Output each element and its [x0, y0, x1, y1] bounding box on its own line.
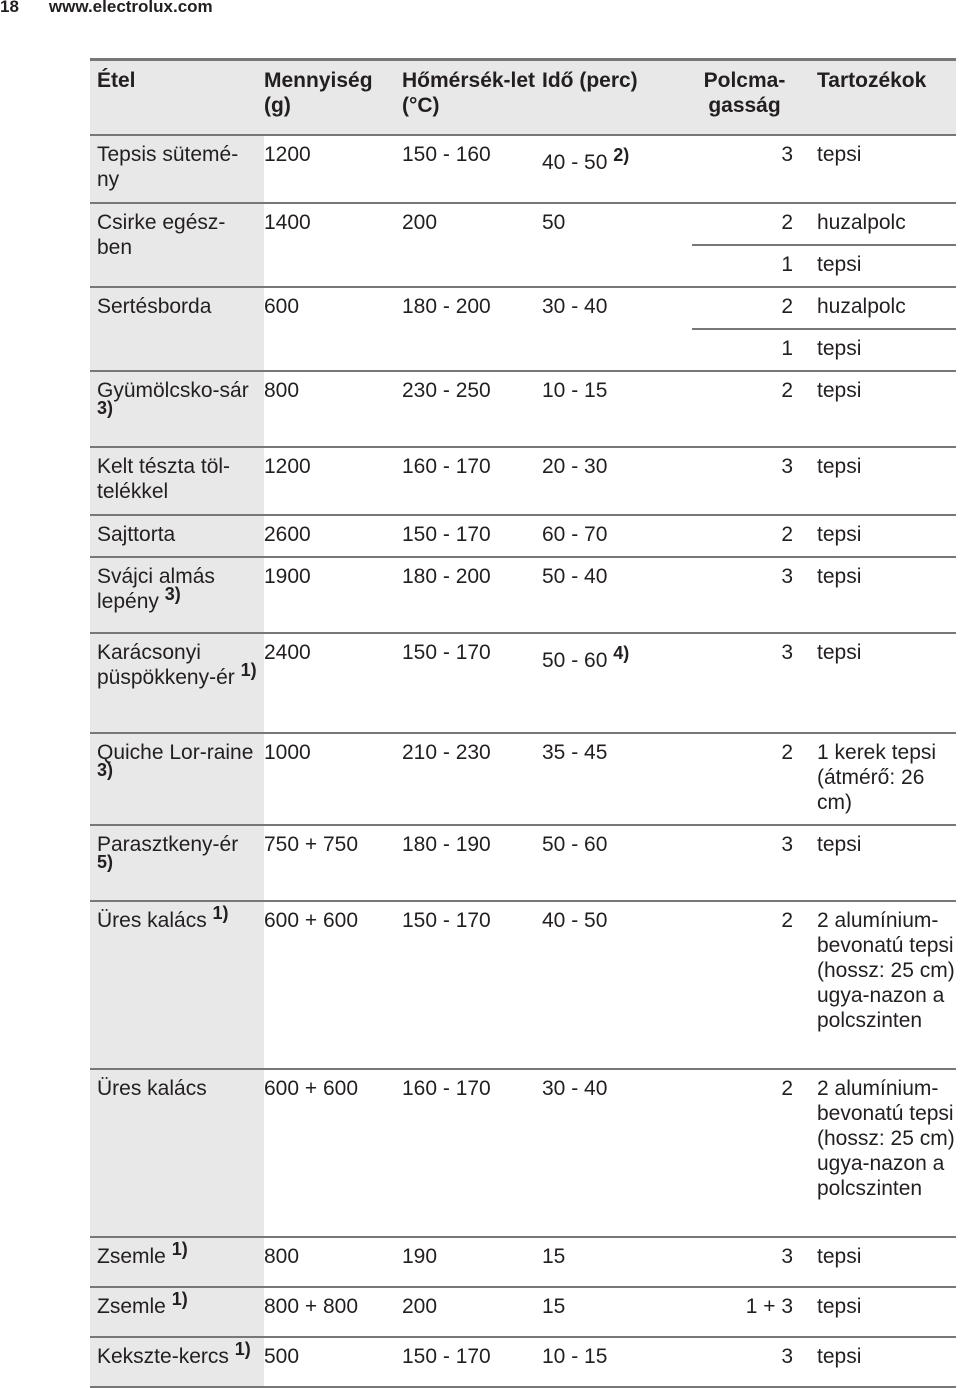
accessory-cell: tepsi — [801, 447, 956, 515]
shelf-cell: 3 — [692, 825, 801, 901]
food-name: Zsemle — [97, 1245, 166, 1268]
shelf-cell: 3 — [692, 1237, 801, 1287]
temperature-cell: 180 - 200 — [402, 557, 542, 633]
accessory-cell: huzalpolc — [817, 211, 906, 234]
time-value: 60 - 70 — [542, 523, 608, 546]
footnote-ref: 3) — [97, 759, 114, 780]
food-cell — [90, 1069, 264, 1237]
temperature-cell: 150 - 160 — [402, 135, 542, 203]
food-name: Parasztkeny-ér — [97, 833, 239, 856]
table-row — [90, 825, 956, 901]
food-name: Gyümölcsko-sár — [97, 379, 249, 402]
shelf-cell: 2 — [692, 901, 801, 1069]
shelf-cell: 2 — [692, 371, 801, 447]
time-cell — [542, 371, 692, 447]
quantity-cell: 1200 — [264, 135, 402, 203]
time-cell — [542, 901, 692, 1069]
time-value: 30 - 40 — [542, 295, 608, 318]
column-header-shelf: Polcma-gasság — [692, 60, 801, 136]
accessory-cell: tepsi — [801, 515, 956, 557]
table-row — [90, 135, 956, 203]
table-row — [90, 733, 956, 825]
footnote-ref: 1) — [240, 659, 257, 680]
time-cell — [542, 1287, 692, 1337]
table-row — [90, 1237, 956, 1287]
temperature-cell: 200 — [402, 1287, 542, 1337]
time-cell — [542, 1237, 692, 1287]
food-name: Sertésborda — [97, 295, 212, 318]
time-cell — [542, 825, 692, 901]
footnote-ref: 1) — [212, 902, 229, 923]
table-row — [90, 633, 956, 733]
shelf-cell: 3 — [692, 135, 801, 203]
temperature-cell: 160 - 170 — [402, 447, 542, 515]
accessory-cell: tepsi — [801, 245, 956, 287]
accessory-cell: tepsi — [801, 329, 956, 371]
footnote-ref: 3) — [164, 583, 181, 604]
quantity-cell: 2600 — [264, 515, 402, 557]
temperature-cell: 210 - 230 — [402, 733, 542, 825]
accessory-cell: tepsi — [801, 371, 956, 447]
table-row — [90, 1069, 956, 1237]
accessory-cell: huzalpolc — [817, 295, 906, 318]
quantity-cell: 800 + 800 — [264, 1287, 402, 1337]
accessory-cell: tepsi — [801, 135, 956, 203]
time-cell — [542, 447, 692, 515]
time-value: 50 - 40 — [542, 565, 608, 588]
quantity-cell: 600 — [264, 287, 402, 371]
temperature-cell: 200 — [402, 203, 542, 287]
accessory-cell: tepsi — [801, 825, 956, 901]
temperature-cell: 180 - 200 — [402, 287, 542, 371]
table-row — [90, 287, 956, 329]
temperature-cell: 190 — [402, 1237, 542, 1287]
quantity-cell: 600 + 600 — [264, 1069, 402, 1237]
quantity-cell: 2400 — [264, 633, 402, 733]
accessory-cell: tepsi — [801, 557, 956, 633]
temperature-cell: 150 - 170 — [402, 515, 542, 557]
shelf-cell: 1 — [692, 245, 801, 287]
shelf-cell: 2 — [692, 1069, 801, 1237]
baking-table — [90, 58, 956, 1388]
food-name: Üres kalács — [97, 909, 207, 932]
temperature-cell: 150 - 170 — [402, 1337, 542, 1387]
shelf-cell: 1 + 3 — [692, 1287, 801, 1337]
table-header-row — [90, 60, 956, 136]
time-cell — [542, 203, 692, 287]
footnote-ref: 1) — [171, 1288, 188, 1309]
footnote-ref: 1) — [171, 1238, 188, 1259]
shelf-cell: 2 — [692, 733, 801, 825]
time-value: 40 - 50 — [542, 151, 608, 174]
quantity-cell: 1000 — [264, 733, 402, 825]
shelf-cell: 1 — [692, 329, 801, 371]
food-name: Üres kalács — [97, 1077, 207, 1100]
shelf-cell: 2 — [781, 211, 793, 234]
time-cell — [542, 1337, 692, 1387]
time-value: 15 — [542, 1295, 566, 1318]
food-cell — [90, 515, 264, 557]
quantity-cell: 750 + 750 — [264, 825, 402, 901]
time-value: 35 - 45 — [542, 741, 608, 764]
food-name: Kelt tészta töl-telékkel — [97, 455, 231, 503]
shelf-cell: 3 — [692, 1337, 801, 1387]
quantity-cell: 500 — [264, 1337, 402, 1387]
footnote-ref: 4) — [613, 642, 630, 663]
column-header-time: Idő (perc) — [542, 60, 692, 136]
shelf-cell: 2 — [781, 295, 793, 318]
time-cell — [542, 1069, 692, 1237]
shelf-cell: 3 — [692, 633, 801, 733]
food-name: Zsemle — [97, 1295, 166, 1318]
column-header-temperature: Hőmérsék-let (°C) — [402, 60, 542, 136]
quantity-cell: 800 — [264, 1237, 402, 1287]
food-name: Csirke egész-ben — [97, 211, 226, 259]
food-cell — [90, 135, 264, 203]
footnote-ref: 2) — [613, 144, 630, 165]
temperature-cell: 150 - 170 — [402, 633, 542, 733]
time-cell — [542, 733, 692, 825]
quantity-cell: 800 — [264, 371, 402, 447]
time-value: 15 — [542, 1245, 566, 1268]
quantity-cell: 1200 — [264, 447, 402, 515]
table-body — [90, 135, 956, 1387]
time-cell — [542, 135, 692, 203]
time-value: 30 - 40 — [542, 1077, 608, 1100]
shelf-cell: 3 — [692, 557, 801, 633]
food-cell — [90, 203, 264, 287]
quantity-cell: 1400 — [264, 203, 402, 287]
table-row — [90, 515, 956, 557]
food-cell — [90, 825, 264, 901]
time-cell — [542, 287, 692, 371]
food-cell — [90, 1237, 264, 1287]
page-header — [0, 0, 213, 21]
table-row — [90, 1337, 956, 1387]
shelf-cell: 2 — [692, 515, 801, 557]
temperature-cell: 230 - 250 — [402, 371, 542, 447]
accessory-cell: 1 kerek tepsi (átmérő: 26 cm) — [801, 733, 956, 825]
food-cell — [90, 287, 264, 371]
table-row — [90, 371, 956, 447]
temperature-cell: 160 - 170 — [402, 1069, 542, 1237]
header-url: www.electrolux.com — [48, 0, 213, 16]
time-cell — [542, 515, 692, 557]
food-name: Quiche Lor-raine — [97, 741, 254, 764]
food-cell — [90, 1287, 264, 1337]
table-row — [90, 1287, 956, 1337]
quantity-cell: 600 + 600 — [264, 901, 402, 1069]
quantity-cell: 1900 — [264, 557, 402, 633]
time-value: 40 - 50 — [542, 909, 608, 932]
food-cell — [90, 1337, 264, 1387]
column-header-quantity: Mennyiség (g) — [264, 60, 402, 136]
time-value: 50 - 60 — [542, 833, 608, 856]
temperature-cell: 150 - 170 — [402, 901, 542, 1069]
accessory-cell: tepsi — [801, 1237, 956, 1287]
food-name: Karácsonyi püspökkeny-ér — [97, 641, 235, 689]
footnote-ref: 5) — [97, 851, 114, 872]
time-value: 50 — [542, 211, 566, 234]
food-cell — [90, 371, 264, 447]
food-name: Sajttorta — [97, 523, 176, 546]
accessory-cell: tepsi — [801, 633, 956, 733]
column-header-accessories: Tartozékok — [801, 60, 956, 136]
food-cell — [90, 447, 264, 515]
page-number: 18 — [0, 0, 19, 16]
shelf-cell: 3 — [692, 447, 801, 515]
table-row — [90, 901, 956, 1069]
time-cell — [542, 557, 692, 633]
food-cell — [90, 733, 264, 825]
footnote-ref: 1) — [234, 1338, 251, 1359]
table-row — [90, 203, 956, 245]
food-name: Tepsis sütemé-ny — [97, 143, 239, 191]
food-cell — [90, 633, 264, 733]
accessory-cell: 2 alumínium-bevonatú tepsi (hossz: 25 cm) ugya-nazon a polcszinten — [801, 901, 956, 1069]
food-name: Svájci almás lepény — [97, 565, 215, 613]
temperature-cell: 180 - 190 — [402, 825, 542, 901]
table-row — [90, 557, 956, 633]
time-value: 20 - 30 — [542, 455, 608, 478]
time-value: 10 - 15 — [542, 1345, 608, 1368]
food-name: Kekszte-kercs — [97, 1345, 229, 1368]
time-value: 10 - 15 — [542, 379, 608, 402]
accessory-cell: tepsi — [801, 1337, 956, 1387]
table-row — [90, 447, 956, 515]
accessory-cell: tepsi — [801, 1287, 956, 1337]
time-value: 50 - 60 — [542, 649, 608, 672]
food-cell — [90, 901, 264, 1069]
footnote-ref: 3) — [97, 397, 114, 418]
time-cell — [542, 633, 692, 733]
accessory-cell: 2 alumínium-bevonatú tepsi (hossz: 25 cm) ugya-nazon a polcszinten — [801, 1069, 956, 1237]
column-header-food: Étel — [90, 60, 264, 136]
food-cell — [90, 557, 264, 633]
